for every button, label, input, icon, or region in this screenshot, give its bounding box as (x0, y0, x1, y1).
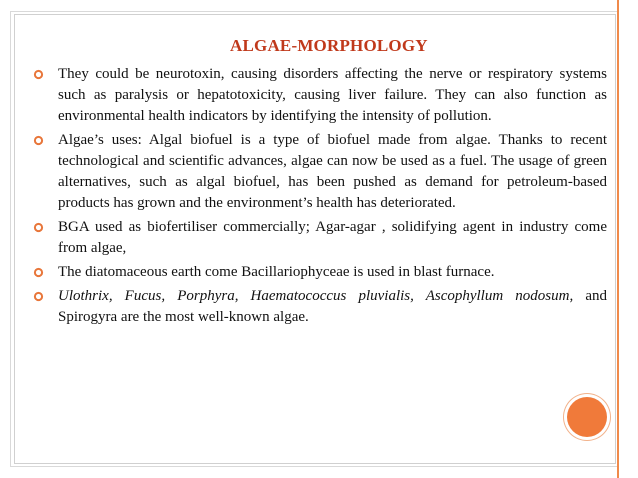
accent-line (617, 0, 619, 478)
circle-bullet-icon (33, 222, 44, 233)
slide-title: ALGAE-MORPHOLOGY (230, 36, 428, 55)
circle-bullet-icon (33, 267, 44, 278)
bullet-text: BGA used as biofertiliser commercially; Agar-agar , solidifying agent in industry come from algae, (58, 219, 607, 256)
bullet-text: and Spirogyra are the most well-known algae. (58, 288, 607, 325)
circle-bullet-icon (33, 69, 44, 80)
bullet-text: Algae’s uses: Algal biofuel is a type of biofuel made from algae. Thanks to recent technological and scientific advances, algae can now be used as a fuel. The usage of green alternatives, such as algal biofuel, has been pushed as demand for petroleum-based products has grown and the environment’s health has deteriorated. (58, 132, 607, 211)
bullet-item (30, 262, 607, 283)
orange-circle-icon (567, 397, 607, 437)
circle-bullet-icon (33, 291, 44, 302)
bullet-item (30, 217, 607, 259)
bullet-list (30, 64, 607, 331)
bullet-item (30, 130, 607, 214)
bullet-item (30, 64, 607, 127)
circle-bullet-icon (33, 135, 44, 146)
bullet-text: They could be neurotoxin, causing disorders affecting the nerve or respiratory systems such as paralysis or hepatotoxicity, causing liver failure. They can also function as environmental health indicators by identifying the intensity of pollution. (58, 66, 607, 124)
bullet-text: The diatomaceous earth come Bacillariophyceae is used in blast furnace. (58, 264, 495, 280)
bullet-text-italic: Ulothrix, Fucus, Porphyra, Haematococcus pluvialis, Ascophyllum nodosum, (58, 288, 574, 304)
bullet-item (30, 286, 607, 328)
